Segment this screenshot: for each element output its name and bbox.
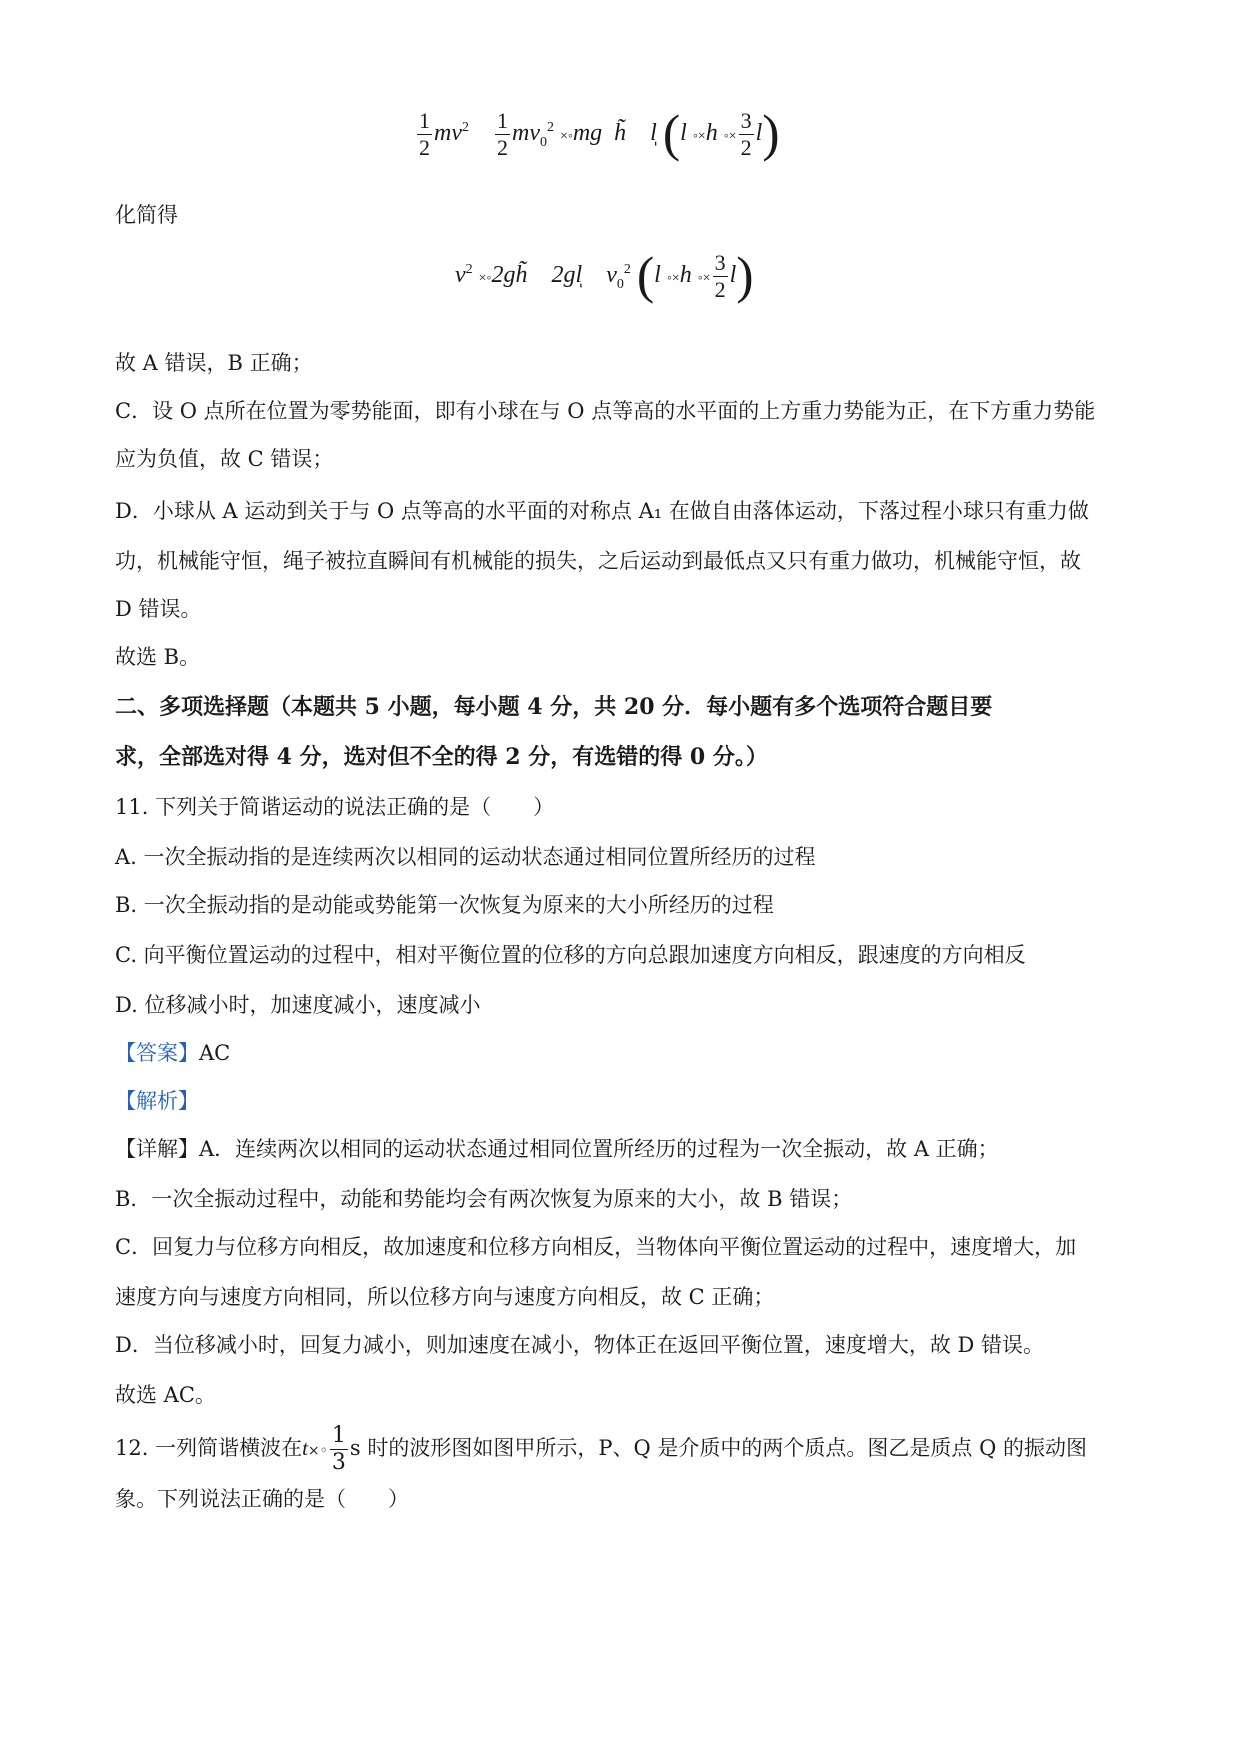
option-b: B. 一次全振动指的是动能或势能第一次恢复为原来的大小所经历的过程 [115,893,774,917]
analysis-tag: 【解析】 [115,1089,199,1113]
text-line: C．设 O 点所在位置为零势能面，即有小球在与 O 点等高的水平面的上方重力势能为正，在下方重力势能 [115,399,1096,423]
section-heading: 求，全部选对得 4 分，选对但不全的得 2 分，有选错的得 0 分。） [115,744,768,770]
answer-value: AC [199,1041,231,1065]
section-heading: 二、多项选择题（本题共 5 小题，每小题 4 分，共 20 分．每小题有多个选项符合题目要 [115,694,993,720]
text-line: 象。下列说法正确的是（ ） [115,1487,409,1511]
velocity-equation: $v^2$ ×◦2gh̃ 2gl̩ $v_0^2$ (l ◦×h ◦× $\frac{3}{2}$ l) [455,247,754,305]
text-line: 应为负值，故 C 错误； [115,447,334,471]
text-line: 【详解】A．连续两次以相同的运动状态通过相同位置所经历的过程为一次全振动，故 A 正确； [115,1137,999,1161]
fraction: $\frac{1}{2}$ [419,108,430,160]
answer-line [115,1038,230,1068]
text-line: C．回复力与位移方向相反，故加速度和位移方向相反，当物体向平衡位置运动的过程中，速度增大，加 [115,1235,1077,1259]
option-c: C. 向平衡位置运动的过程中，相对平衡位置的位移的方向总跟加速度方向相反，跟速度的方向相反 [115,943,1026,967]
text-line: B．一次全振动过程中，动能和势能均会有两次恢复为原来的大小，故 B 错误； [115,1187,853,1211]
text-line: 故选 B。 [115,645,201,669]
answer-tag: 【答案】 [115,1041,199,1065]
option-d: D. 位移减小时，加速度减小，速度减小 [115,993,481,1017]
text-line: 速度方向与速度方向相同，所以位移方向与速度方向相反，故 C 正确； [115,1285,775,1309]
fraction: $\frac{3}{2}$ [714,250,726,302]
question-stem: 12. 一列简谐横波在t×◦ $\frac{1}{3}$ s 时的波形图如图甲所示，P、Q 是介质中的两个质点。图乙是质点 Q 的振动图 [115,1423,1087,1475]
text-line: D 错误。 [115,597,202,621]
fraction: $\frac{1}{3}$ [331,1423,346,1475]
energy-equation: $\frac{1}{2}$ $mv^2$ $\frac{1}{2}$ $mv_0^2$ ×◦mg h̃ l̩ (l ◦×h ◦× $\frac{3}{2}$ l) [419,105,780,163]
text-line: D．小球从 A 运动到关于与 O 点等高的水平面的对称点 A₁ 在做自由落体运动，下落过程小球只有重力做 [115,499,1089,523]
text-line: 故选 AC。 [115,1383,216,1407]
fraction: $\frac{3}{2}$ [740,108,752,160]
fraction: $\frac{1}{2}$ [496,108,508,160]
text-line: 功，机械能守恒，绳子被拉直瞬间有机械能的损失，之后运动到最低点又只有重力做功，机械能守恒，故 [115,549,1081,573]
text-line: 故 A 错误，B 正确； [115,351,313,375]
text-line: D．当位移减小时，回复力减小，则加速度在减小，物体正在返回平衡位置，速度增大，故 D 错误。 [115,1333,1045,1357]
question-stem: 11. 下列关于简谐运动的说法正确的是（ ） [115,795,555,819]
simplify-label: 化简得 [115,203,178,227]
option-a: A. 一次全振动指的是连续两次以相同的运动状态通过相同位置所经历的过程 [115,845,816,869]
